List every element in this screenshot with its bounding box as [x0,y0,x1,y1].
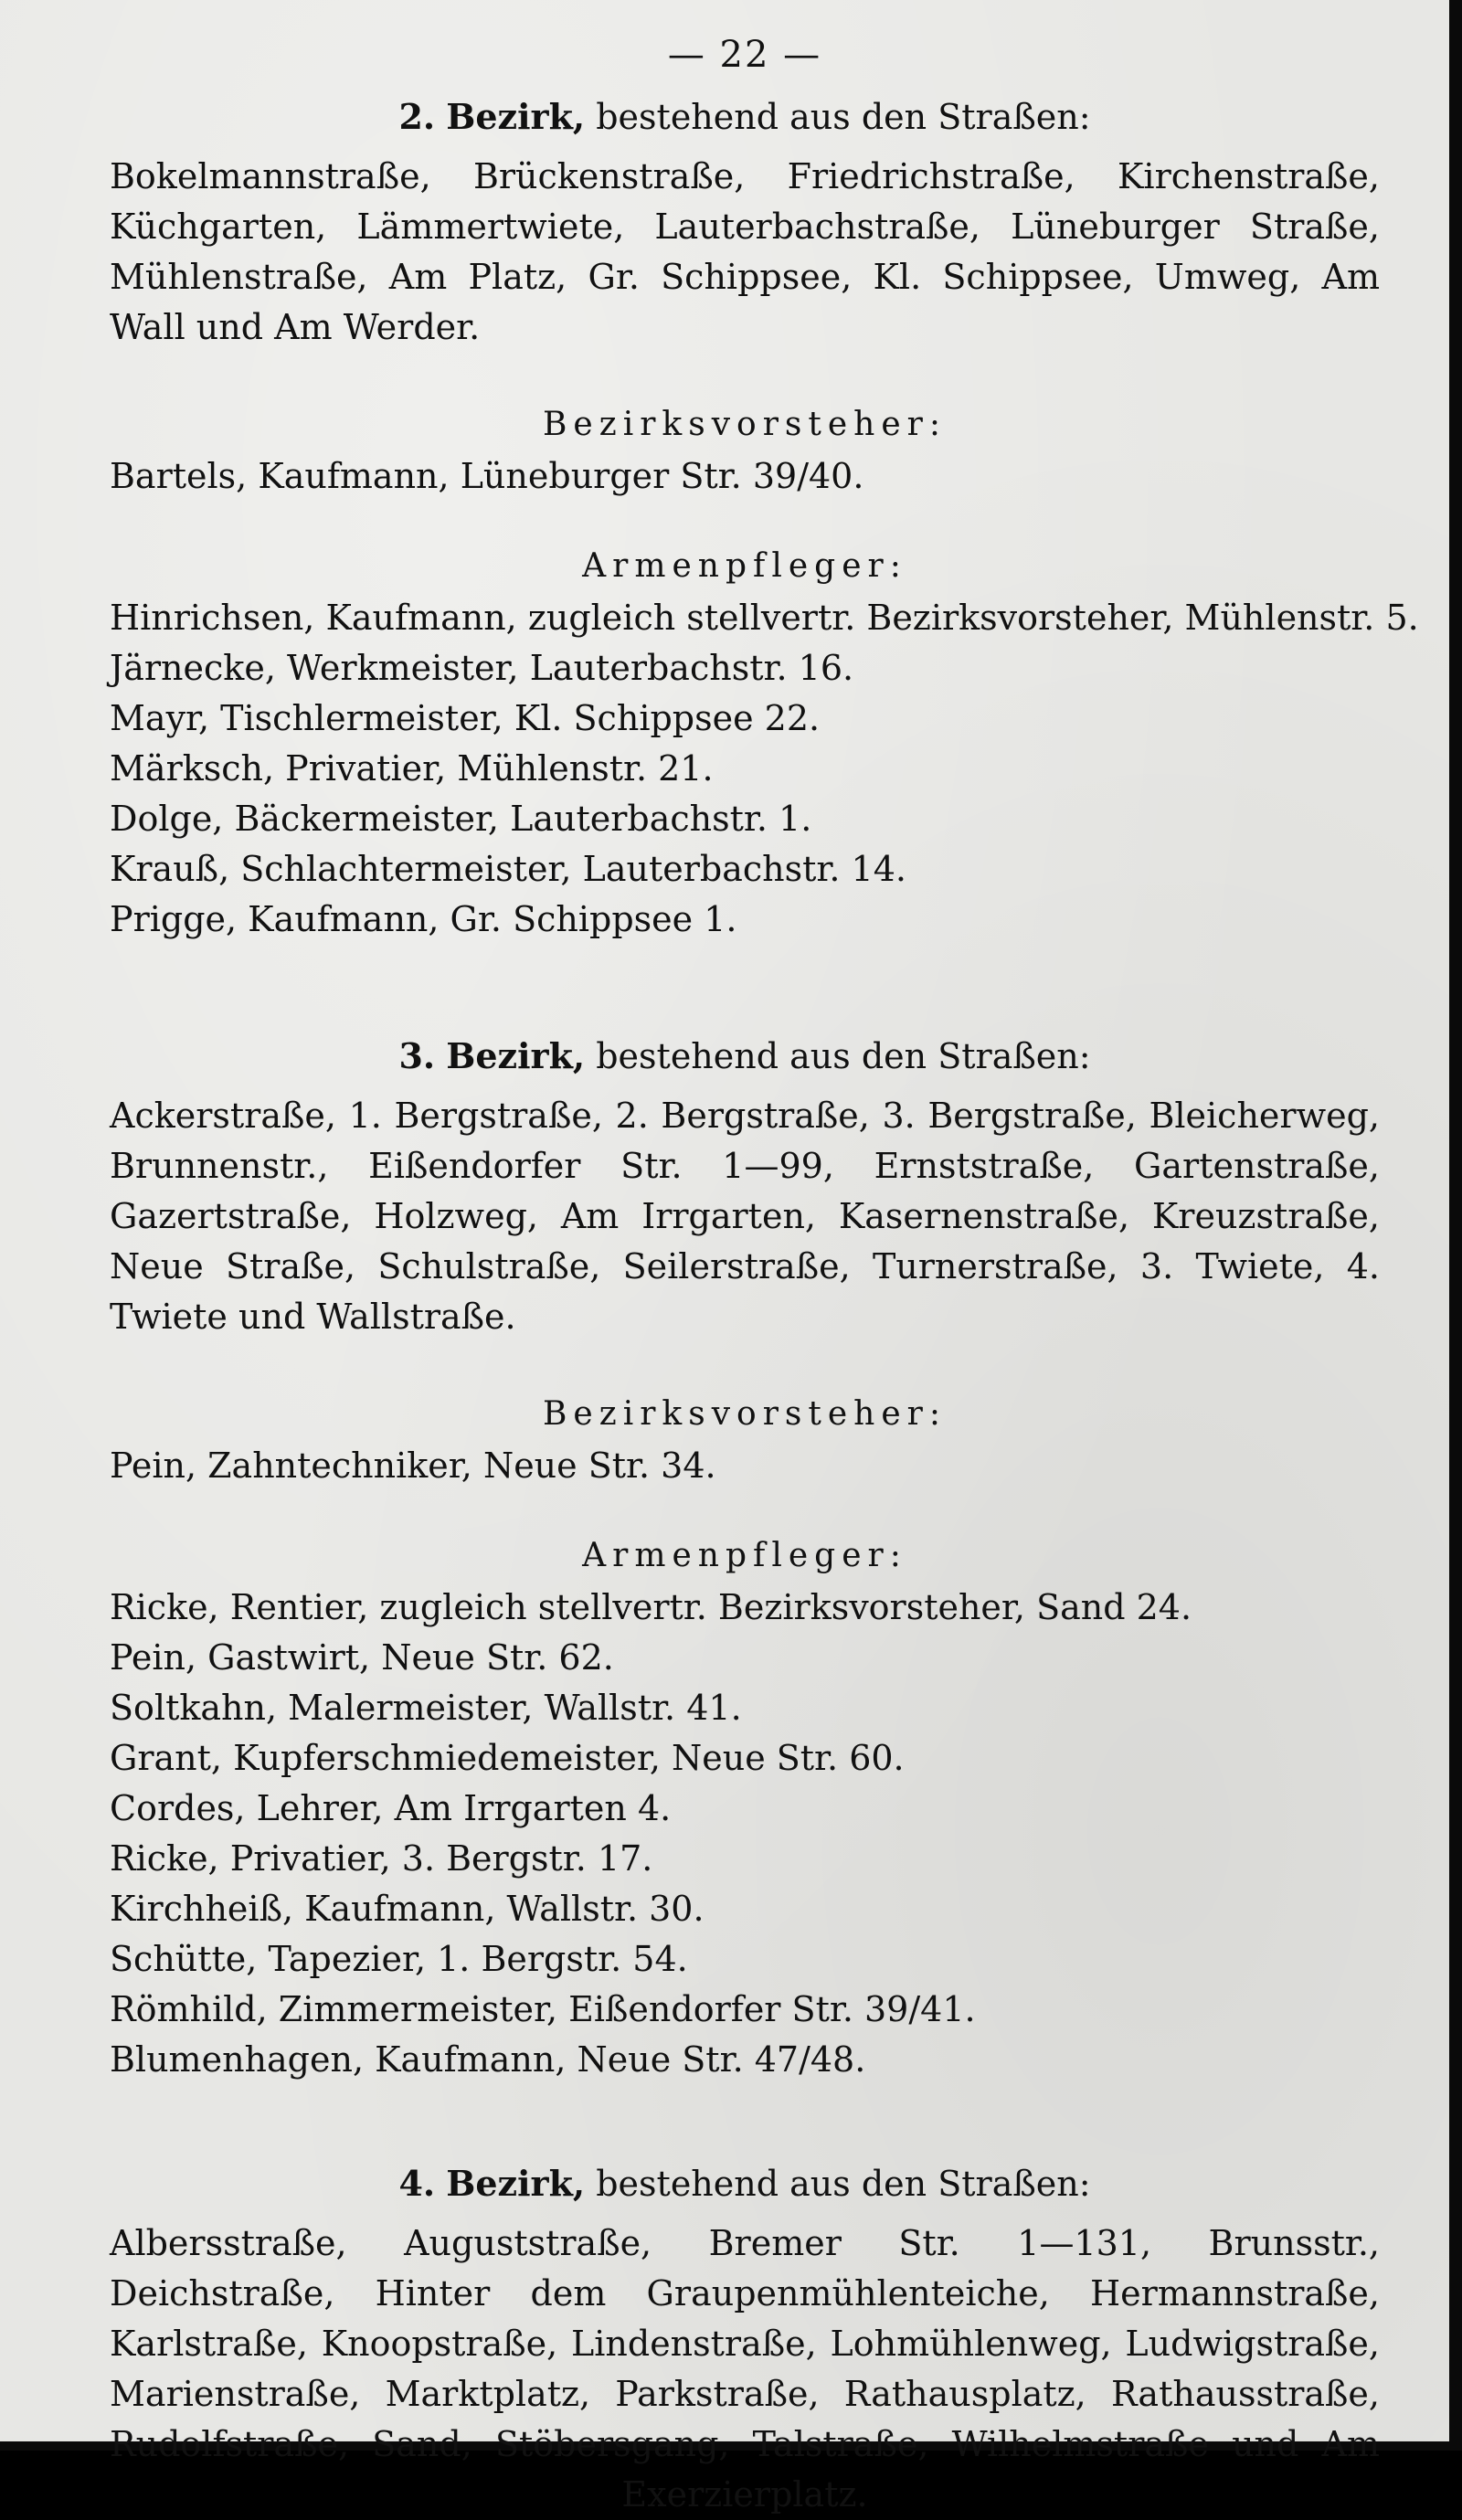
chair-title: Bezirksvorsteher: [542,406,948,443]
district-suffix: bestehend aus den Straßen: [596,97,1091,137]
street-list: Bokelmannstraße, Brückenstraße, Friedrichstraße, Kirchenstraße, Küchgarten, Lämmertwiete, Lauterbachstraße, Lüneburger Straße, Mühlenstraße, Am Platz, Gr. Schippsee, Kl. Schippsee, Umweg, Am Wall und Am Werder. [110,156,1380,347]
carer-entry: Krauß, Schlachtermeister, Lauterbachstr. 14. [110,849,906,889]
carer-entry: Märksch, Privatier, Mühlenstr. 21. [110,748,714,789]
carer-entry: Pein, Gastwirt, Neue Str. 62. [110,1637,614,1678]
carers-title: Armenpfleger: [582,1537,907,1574]
district-label: Bezirk, [446,1035,586,1076]
page-text [110,27,1419,2520]
carer-entry: Schütte, Tapezier, 1. Bergstr. 54. [110,1939,688,1979]
carer-entry: Soltkahn, Malermeister, Wallstr. 41. [110,1688,742,1728]
district-suffix: bestehend aus den Straßen: [596,1036,1091,1076]
carers-title: Armenpfleger: [582,547,907,585]
district-label: Bezirk, [446,96,586,137]
carer-entry: Ricke, Rentier, zugleich stellvertr. Bezirksvorsteher, Sand 24. [110,1587,1192,1627]
carer-entry: Cordes, Lehrer, Am Irrgarten 4. [110,1788,672,1828]
chair-entry: Pein, Zahntechniker, Neue Str. 34. [110,1445,716,1486]
district-suffix: bestehend aus den Straßen: [596,2164,1091,2204]
district-label: Bezirk, [446,2163,586,2204]
carer-entry: Grant, Kupferschmiedemeister, Neue Str. 60. [110,1738,905,1778]
district-number: 3. [398,1035,436,1076]
chair-title: Bezirksvorsteher: [542,1395,948,1433]
carer-entry: Kirchheiß, Kaufmann, Wallstr. 30. [110,1889,705,1929]
district-number: 4. [398,2163,436,2204]
district-heading [110,82,1380,152]
carer-entry: Järnecke, Werkmeister, Lauterbachstr. 16. [110,648,854,688]
carer-entry: Prigge, Kaufmann, Gr. Schippsee 1. [110,899,737,939]
carer-entry: Römhild, Zimmermeister, Eißendorfer Str. 39/41. [110,1989,976,2029]
page-number: — 22 — [667,34,822,76]
district-heading [110,1022,1380,1091]
carer-entry: Mayr, Tischlermeister, Kl. Schippsee 22. [110,698,821,738]
street-list: Albersstraße, Auguststraße, Bremer Str. 1—131, Brunsstr., Deichstraße, Hinter dem Graupenmühlenteiche, Hermannstraße, Karlstraße, Knoopstraße, Lindenstraße, Lohmühlenweg, Ludwigstraße, Marienstraße, Marktplatz, Parkstraße, Rathausplatz, Rathausstraße, Rudolfstraße, Sand, Stöbersgang, Talstraße, Wilhelmstraße und Am Exerzierplatz. [110,2223,1380,2515]
carer-entry: Blumenhagen, Kaufmann, Neue Str. 47/48. [110,2039,866,2080]
district-heading [110,2149,1380,2218]
carer-entry: Hinrichsen, Kaufmann, zugleich stellvertr. Bezirksvorsteher, Mühlenstr. 5. [110,598,1419,638]
district-number: 2. [398,96,436,137]
chair-entry: Bartels, Kaufmann, Lüneburger Str. 39/40. [110,456,864,496]
carer-entry: Dolge, Bäckermeister, Lauterbachstr. 1. [110,799,812,839]
street-list: Ackerstraße, 1. Bergstraße, 2. Bergstraße, 3. Bergstraße, Bleicherweg, Brunnenstr., Eißendorfer Str. 1—99, Ernststraße, Gartenstraße, Gazertstraße, Holzweg, Am Irrgarten, Kasernenstraße, Kreuzstraße, Neue Straße, Schulstraße, Seilerstraße, Turnerstraße, 3. Twiete, 4. Twiete und Wallstraße. [110,1096,1380,1337]
carer-entry: Ricke, Privatier, 3. Bergstr. 17. [110,1838,653,1879]
